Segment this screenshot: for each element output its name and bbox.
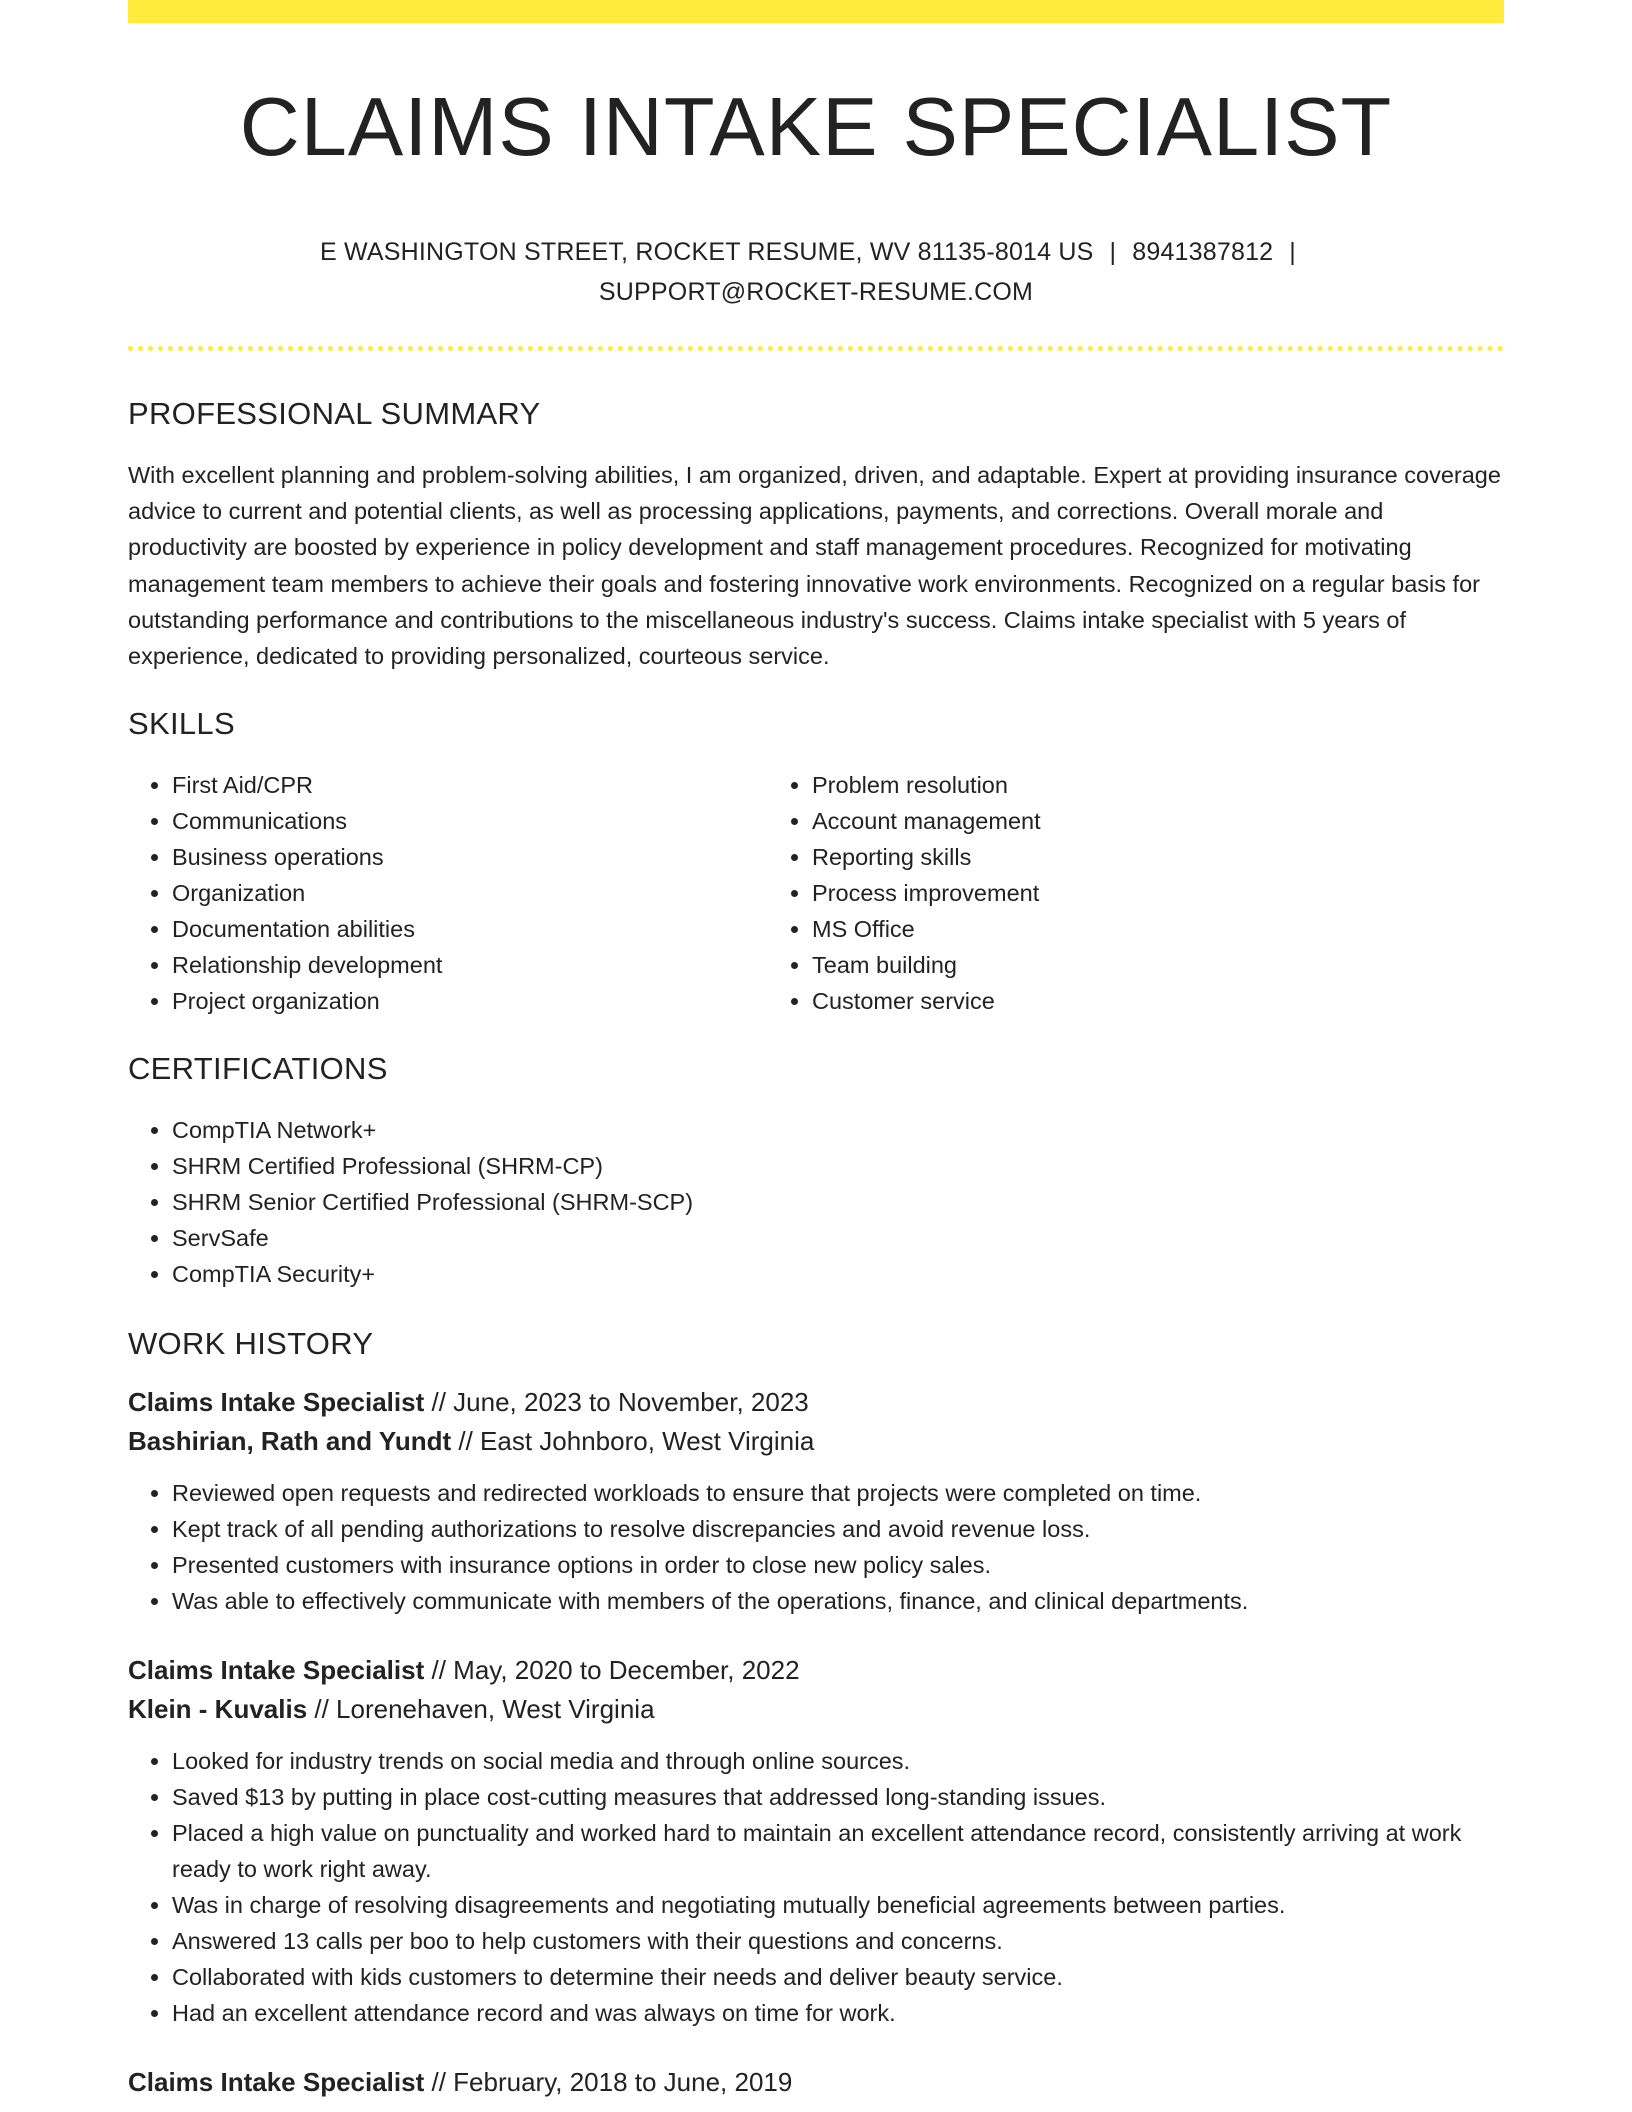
skill-item: • Reporting skills <box>812 839 1396 875</box>
skill-item: • Problem resolution <box>812 767 1396 803</box>
job-title: Claims Intake Specialist <box>128 1655 425 1686</box>
contact-separator: | <box>1289 238 1296 266</box>
job-bullets <box>128 1743 1504 2031</box>
accent-top-bar <box>128 0 1504 23</box>
resume-page <box>128 0 1504 2102</box>
job-dates: // June, 2023 to November, 2023 <box>431 1387 809 1418</box>
skill-item: • Account management <box>812 803 1396 839</box>
job-location: // East Johnboro, West Virginia <box>458 1426 815 1457</box>
skills-columns <box>128 767 1504 1019</box>
skill-item: • Process improvement <box>812 875 1396 911</box>
job-entry <box>128 1651 1504 2031</box>
page-title: CLAIMS INTAKE SPECIALIST <box>239 80 1393 173</box>
job-company-line <box>128 1690 1504 1729</box>
contact-separator: | <box>1109 238 1117 266</box>
skill-item: • First Aid/CPR <box>172 767 762 803</box>
job-bullet: • Presented customers with insurance options in order to close new policy sales. <box>172 1547 1504 1583</box>
skill-item: • Communications <box>172 803 762 839</box>
contact-email: SUPPORT@ROCKET-RESUME.COM <box>598 278 1034 306</box>
certification-item: • SHRM Certified Professional (SHRM-CP) <box>172 1148 1504 1184</box>
job-bullet: • Reviewed open requests and redirected workloads to ensure that projects were completed on time. <box>172 1475 1504 1511</box>
skill-item: • Relationship development <box>172 947 762 983</box>
job-company: Bashirian, Rath and Yundt <box>128 1426 452 1457</box>
job-bullet: • Placed a high value on punctuality and worked hard to maintain an excellent attendance record, consistently arriving at work ready to work right away. <box>172 1815 1504 1887</box>
skill-item: • Team building <box>812 947 1396 983</box>
job-bullets <box>128 1475 1504 1619</box>
job-title-line <box>128 2063 1504 2102</box>
section-heading-summary: PROFESSIONAL SUMMARY <box>128 396 541 431</box>
job-bullet: • Was in charge of resolving disagreements and negotiating mutually beneficial agreements between parties. <box>172 1887 1504 1923</box>
skill-item: • MS Office <box>812 911 1396 947</box>
job-bullet: • Had an excellent attendance record and was always on time for work. <box>172 1995 1504 2031</box>
job-bullet: • Was able to effectively communicate with members of the operations, finance, and clinical departments. <box>172 1583 1504 1619</box>
certification-item: • CompTIA Network+ <box>172 1112 1504 1148</box>
dotted-divider <box>128 346 1504 351</box>
job-dates: // February, 2018 to June, 2019 <box>431 2067 793 2098</box>
job-location: // Lorenehaven, West Virginia <box>314 1694 655 1725</box>
certification-item: • CompTIA Security+ <box>172 1256 1504 1292</box>
job-title: Claims Intake Specialist <box>128 1387 425 1418</box>
job-bullet: • Kept track of all pending authorizations to resolve discrepancies and avoid revenue loss. <box>172 1511 1504 1547</box>
certification-item: • ServSafe <box>172 1220 1504 1256</box>
contact-phone: 8941387812 <box>1132 238 1274 266</box>
job-dates: // May, 2020 to December, 2022 <box>431 1655 800 1686</box>
section-heading-certifications: CERTIFICATIONS <box>128 1051 388 1087</box>
section-heading-work-history: WORK HISTORY <box>128 1326 374 1362</box>
skills-list-left <box>128 767 762 1019</box>
job-bullet: • Saved $13 by putting in place cost-cutting measures that addressed long-standing issues. <box>172 1779 1504 1815</box>
job-entry <box>128 1383 1504 1619</box>
job-title-line <box>128 1383 1504 1422</box>
section-heading-skills: SKILLS <box>128 706 235 742</box>
certification-item: • SHRM Senior Certified Professional (SHRM-SCP) <box>172 1184 1504 1220</box>
job-title-line <box>128 1651 1504 1690</box>
certifications-list <box>128 1112 1504 1292</box>
job-bullet: • Answered 13 calls per boo to help customers with their questions and concerns. <box>172 1923 1504 1959</box>
skills-list-right <box>762 767 1396 1019</box>
job-bullet: • Collaborated with kids customers to determine their needs and deliver beauty service. <box>172 1959 1504 1995</box>
contact-info <box>316 232 1316 312</box>
skill-item: • Business operations <box>172 839 762 875</box>
job-entry <box>128 2063 1504 2102</box>
skill-item: • Documentation abilities <box>172 911 762 947</box>
skill-item: • Project organization <box>172 983 762 1019</box>
summary-text: With excellent planning and problem-solving abilities, I am organized, driven, and adaptable. Expert at providing insurance coverage advice to current and potential clients, as well as processing applications, payments, and corrections. Overall morale and productivity are boosted by experience in policy development and staff management procedures. Recognized for motivating management team members to achieve their goals and fostering innovative work environments. Recognized on a regular basis for outstanding performance and contributions to the miscellaneous industry's success. Claims intake specialist with 5 years of experience, dedicated to providing personalized, courteous service. <box>128 462 1501 670</box>
skill-item: • Customer service <box>812 983 1396 1019</box>
job-title: Claims Intake Specialist <box>128 2067 425 2098</box>
job-company-line <box>128 1422 1504 1461</box>
contact-address: E WASHINGTON STREET, ROCKET RESUME, WV 81135-8014 US <box>319 238 1094 266</box>
skill-item: • Organization <box>172 875 762 911</box>
job-bullet: • Looked for industry trends on social media and through online sources. <box>172 1743 1504 1779</box>
job-company: Klein - Kuvalis <box>128 1694 308 1725</box>
